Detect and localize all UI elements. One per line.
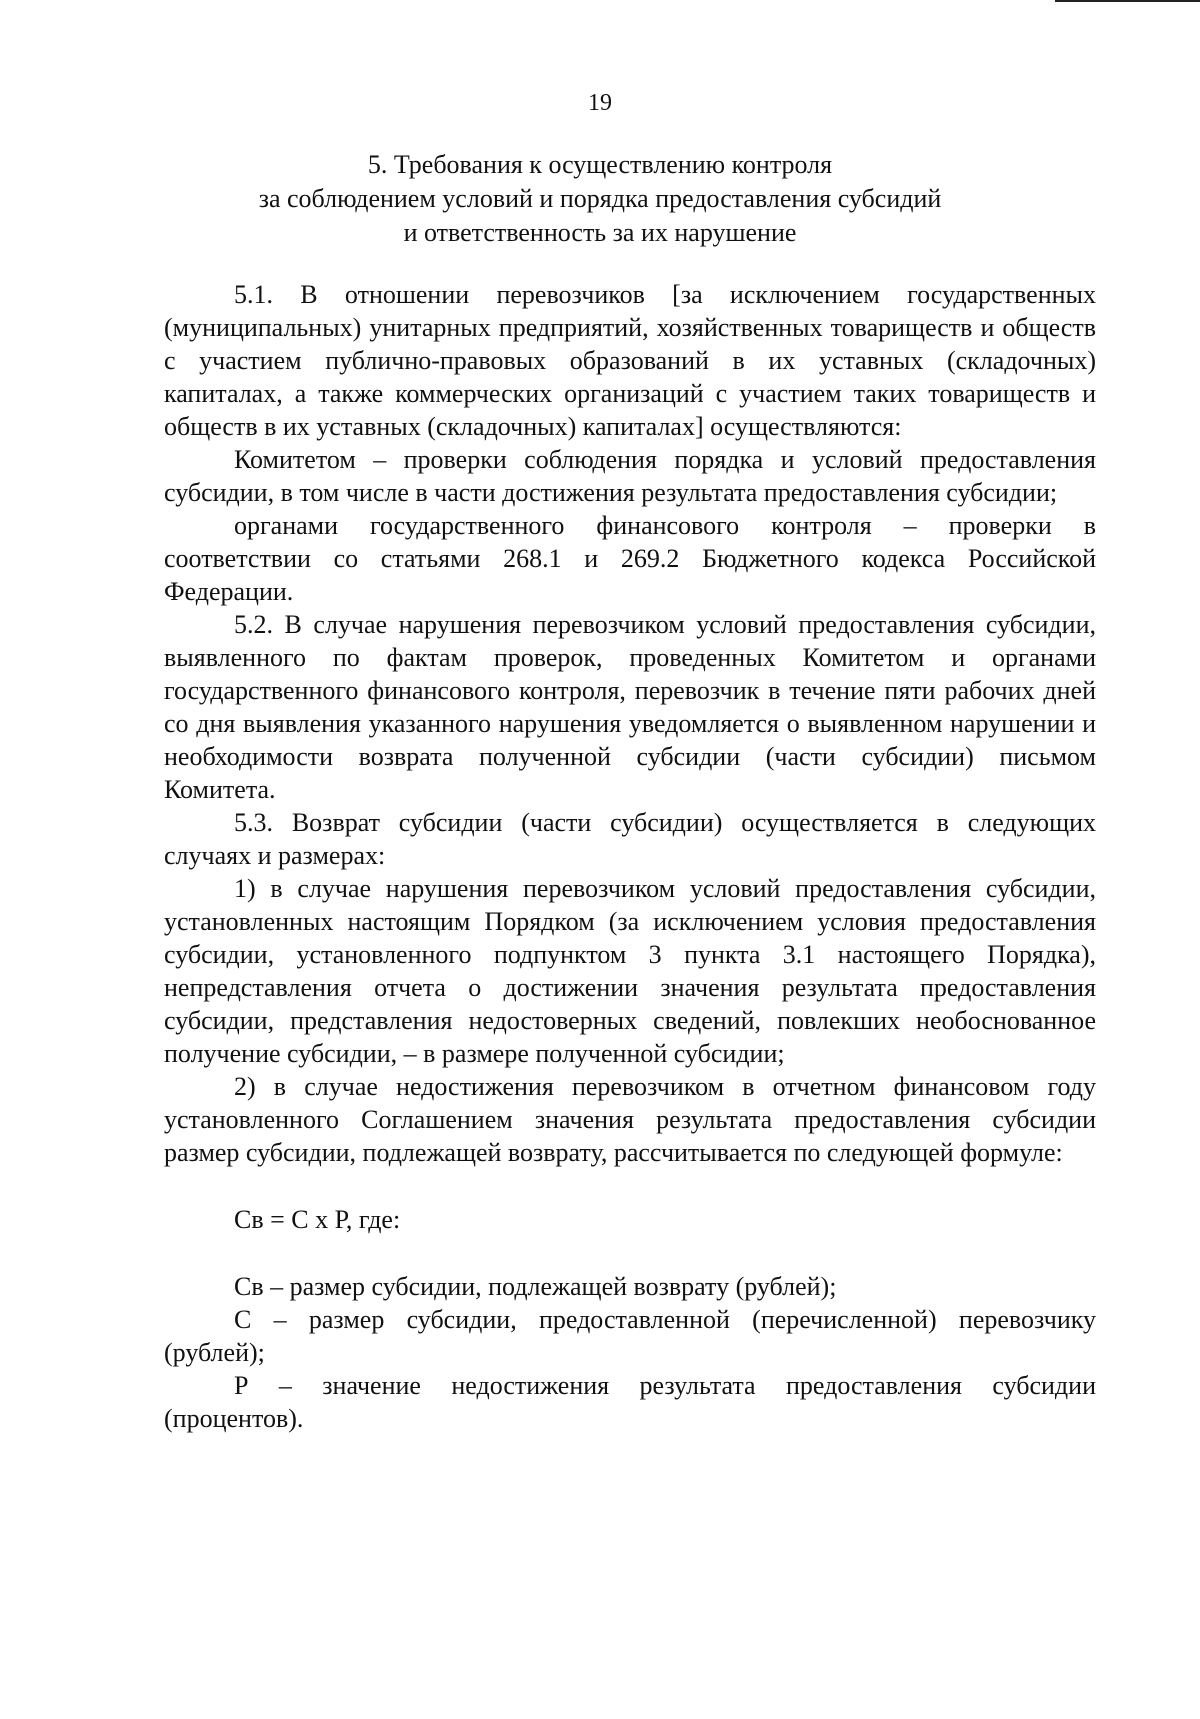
paragraph-5-2: 5.2. В случае нарушения перевозчиком условий предоставления субсидии, выявленного по фактам проверок, проведенных Комитетом и органами государственного финансового контроля, перевозчик в течение пяти рабочих дней со дня выявления указанного нарушения уведомляется о выявленном нарушении и необходимости возврата полученной субсидии (части субсидии) письмом Комитета. xyxy=(164,610,1096,804)
section-heading xyxy=(0,148,1200,250)
paragraph-def-r: Р – значение недостижения результата предоставления субсидии (процентов). xyxy=(164,1371,1096,1433)
paragraph-financial-control-checks: органами государственного финансового контроля – проверки в соответствии со статьями 268.1 и 269.2 Бюджетного кодекса Российской Федерации. xyxy=(164,511,1096,606)
paragraph-committee-checks: Комитетом – проверки соблюдения порядка и условий предоставления субсидии, в том числе в части достижения результата предоставления субсидии; xyxy=(164,445,1096,507)
paragraph-case-1: 1) в случае нарушения перевозчиком условий предоставления субсидии, установленных настоящим Порядком (за исключением условия предоставления субсидии, установленного подпунктом 3 пункта 3.1 настоящего Порядка), непредставления отчета о достижении значения результата предоставления субсидии, представления недостоверных сведений, повлекших необоснованное получение субсидии, – в размере полученной субсидии; xyxy=(164,874,1096,1068)
paragraph-5-1: 5.1. В отношении перевозчиков [за исключением государственных (муниципальных) унитарных предприятий, хозяйственных товариществ и обществ с участием публично-правовых образований в их уставных (складочных) капиталах, а также коммерческих организаций с участием таких товариществ и обществ в их уставных (складочных) капиталах] осуществляются: xyxy=(164,280,1096,441)
top-edge-rule xyxy=(1055,0,1200,2)
paragraph-def-sv: Св – размер субсидии, подлежащей возврату (рублей); xyxy=(234,1272,837,1301)
heading-line-3: и ответственность за их нарушение xyxy=(403,218,797,247)
paragraph-5-3: 5.3. Возврат субсидии (части субсидии) осуществляется в следующих случаях и размерах: xyxy=(164,808,1096,870)
formula: Св = С х Р, где: xyxy=(234,1205,401,1234)
page-number: 19 xyxy=(588,90,612,116)
document-body xyxy=(164,278,1096,1435)
heading-line-1: 5. Требования к осуществлению контроля xyxy=(367,150,833,179)
heading-line-2: за соблюдением условий и порядка предоставления субсидий xyxy=(258,184,942,213)
paragraph-case-2: 2) в случае недостижения перевозчиком в отчетном финансовом году установленного Соглашением значения результата предоставления субсидии размер субсидии, подлежащей возврату, рассчитывается по следующей формуле: xyxy=(164,1072,1096,1167)
paragraph-def-c: С – размер субсидии, предоставленной (перечисленной) перевозчику (рублей); xyxy=(164,1305,1096,1367)
